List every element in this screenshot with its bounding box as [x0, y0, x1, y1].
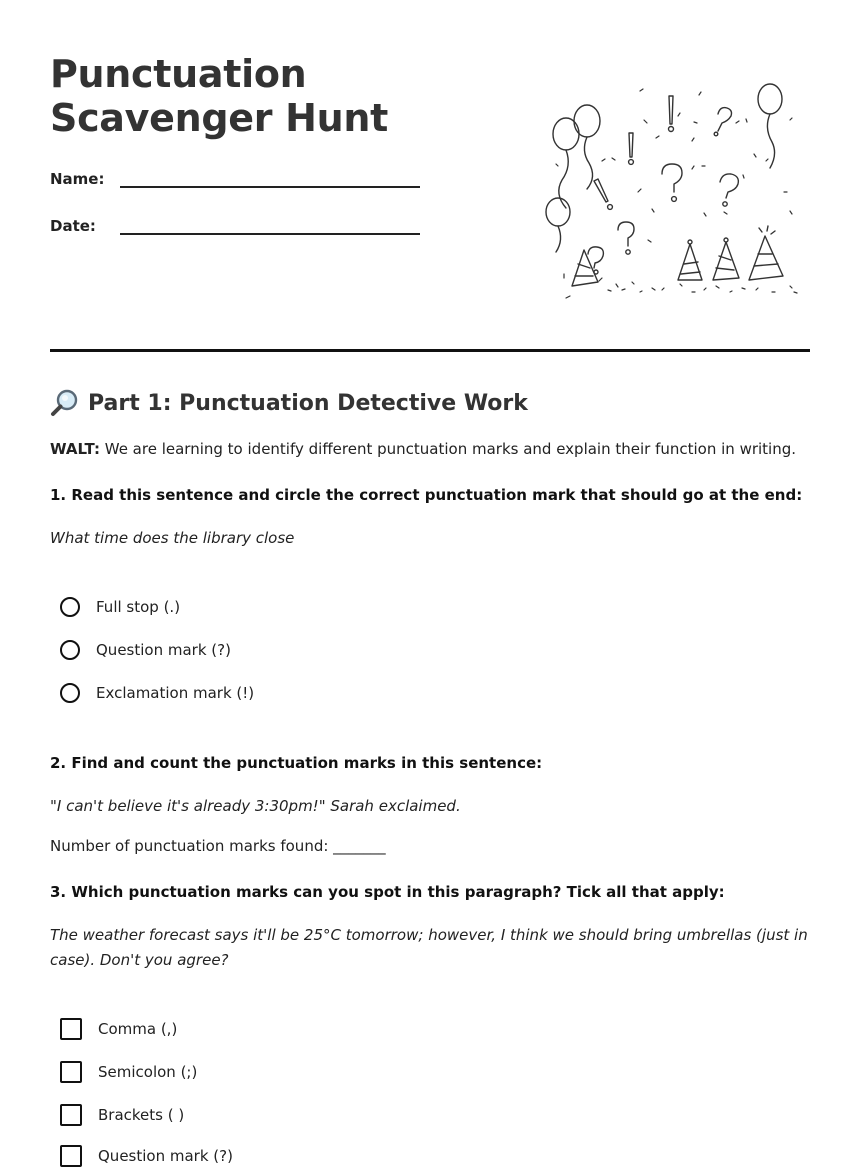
- walt-statement: [50, 440, 796, 458]
- page-title: Punctuation Scavenger Hunt: [50, 52, 388, 140]
- name-line[interactable]: [120, 186, 420, 188]
- question-2-sentence: "I can't believe it's already 3:30pm!" Sarah exclaimed.: [50, 797, 461, 815]
- exclamation-mark-icon: [629, 133, 634, 164]
- worksheet-page: [50, 0, 810, 1165]
- balloon-icon: [553, 118, 579, 208]
- walt-text: We are learning to identify different punctuation marks and explain their function in writing.: [99, 440, 797, 458]
- question-2-count-line: Number of punctuation marks found: _______: [50, 837, 386, 855]
- q3-option-label: Question mark (?): [98, 1147, 233, 1165]
- checkbox[interactable]: [60, 1061, 82, 1083]
- question-1-sentence: What time does the library close: [50, 529, 295, 547]
- party-hat-icon: [749, 226, 783, 280]
- checkbox[interactable]: [60, 1145, 82, 1167]
- exclamation-mark-icon: [669, 96, 674, 132]
- question-3-prompt: 3. Which punctuation marks can you spot in this paragraph? Tick all that apply:: [50, 883, 725, 901]
- radio-circle[interactable]: [60, 597, 80, 617]
- q3-option-question-mark[interactable]: [60, 1143, 233, 1169]
- balloon-icon: [758, 84, 782, 168]
- question-mark-icon: [588, 247, 603, 274]
- q3-option-comma[interactable]: [60, 1016, 177, 1042]
- party-hat-icon: [713, 238, 739, 280]
- question-mark-icon: [714, 108, 731, 136]
- question-mark-icon: [662, 164, 682, 201]
- q1-option-label: Exclamation mark (!): [96, 684, 255, 702]
- q3-option-label: Semicolon (;): [98, 1063, 198, 1081]
- question-mark-icon: [618, 222, 634, 254]
- question-3-paragraph: The weather forecast says it'll be 25°C tomorrow; however, I think we should bring umbrellas (just in case). Don't you agree?: [50, 926, 808, 969]
- radio-circle[interactable]: [60, 683, 80, 703]
- q3-option-brackets[interactable]: [60, 1102, 184, 1128]
- q1-option-question-mark[interactable]: [60, 637, 231, 663]
- section-divider: [50, 349, 810, 352]
- walt-label: WALT:: [50, 440, 100, 458]
- date-label: Date:: [50, 217, 96, 235]
- q1-option-label: Question mark (?): [96, 641, 231, 659]
- q1-option-full-stop[interactable]: [60, 594, 180, 620]
- magnifying-glass-icon: [50, 388, 80, 418]
- question-1-prompt: 1. Read this sentence and circle the correct punctuation mark that should go at the end:: [50, 486, 803, 504]
- part1-heading: [50, 388, 528, 418]
- balloon-icon: [574, 105, 600, 189]
- date-field-row: [50, 211, 470, 241]
- exclamation-mark-icon: [594, 179, 612, 209]
- party-hat-icon: [678, 240, 702, 280]
- date-line[interactable]: [120, 233, 420, 235]
- name-field-row: [50, 164, 470, 194]
- q1-option-exclamation-mark[interactable]: [60, 680, 254, 706]
- party-punctuation-illustration: [544, 78, 804, 308]
- q3-option-semicolon[interactable]: [60, 1059, 197, 1085]
- part1-heading-text: Part 1: Punctuation Detective Work: [88, 390, 528, 416]
- name-label: Name:: [50, 170, 105, 188]
- confetti-icon: [556, 89, 797, 298]
- checkbox[interactable]: [60, 1018, 82, 1040]
- question-mark-icon: [720, 174, 738, 206]
- radio-circle[interactable]: [60, 640, 80, 660]
- question-2-prompt: 2. Find and count the punctuation marks in this sentence:: [50, 754, 543, 772]
- checkbox[interactable]: [60, 1104, 82, 1126]
- q3-option-label: Comma (,): [98, 1020, 178, 1038]
- q3-option-label: Brackets ( ): [98, 1106, 185, 1124]
- q1-option-label: Full stop (.): [96, 598, 181, 616]
- balloon-icon: [546, 198, 570, 252]
